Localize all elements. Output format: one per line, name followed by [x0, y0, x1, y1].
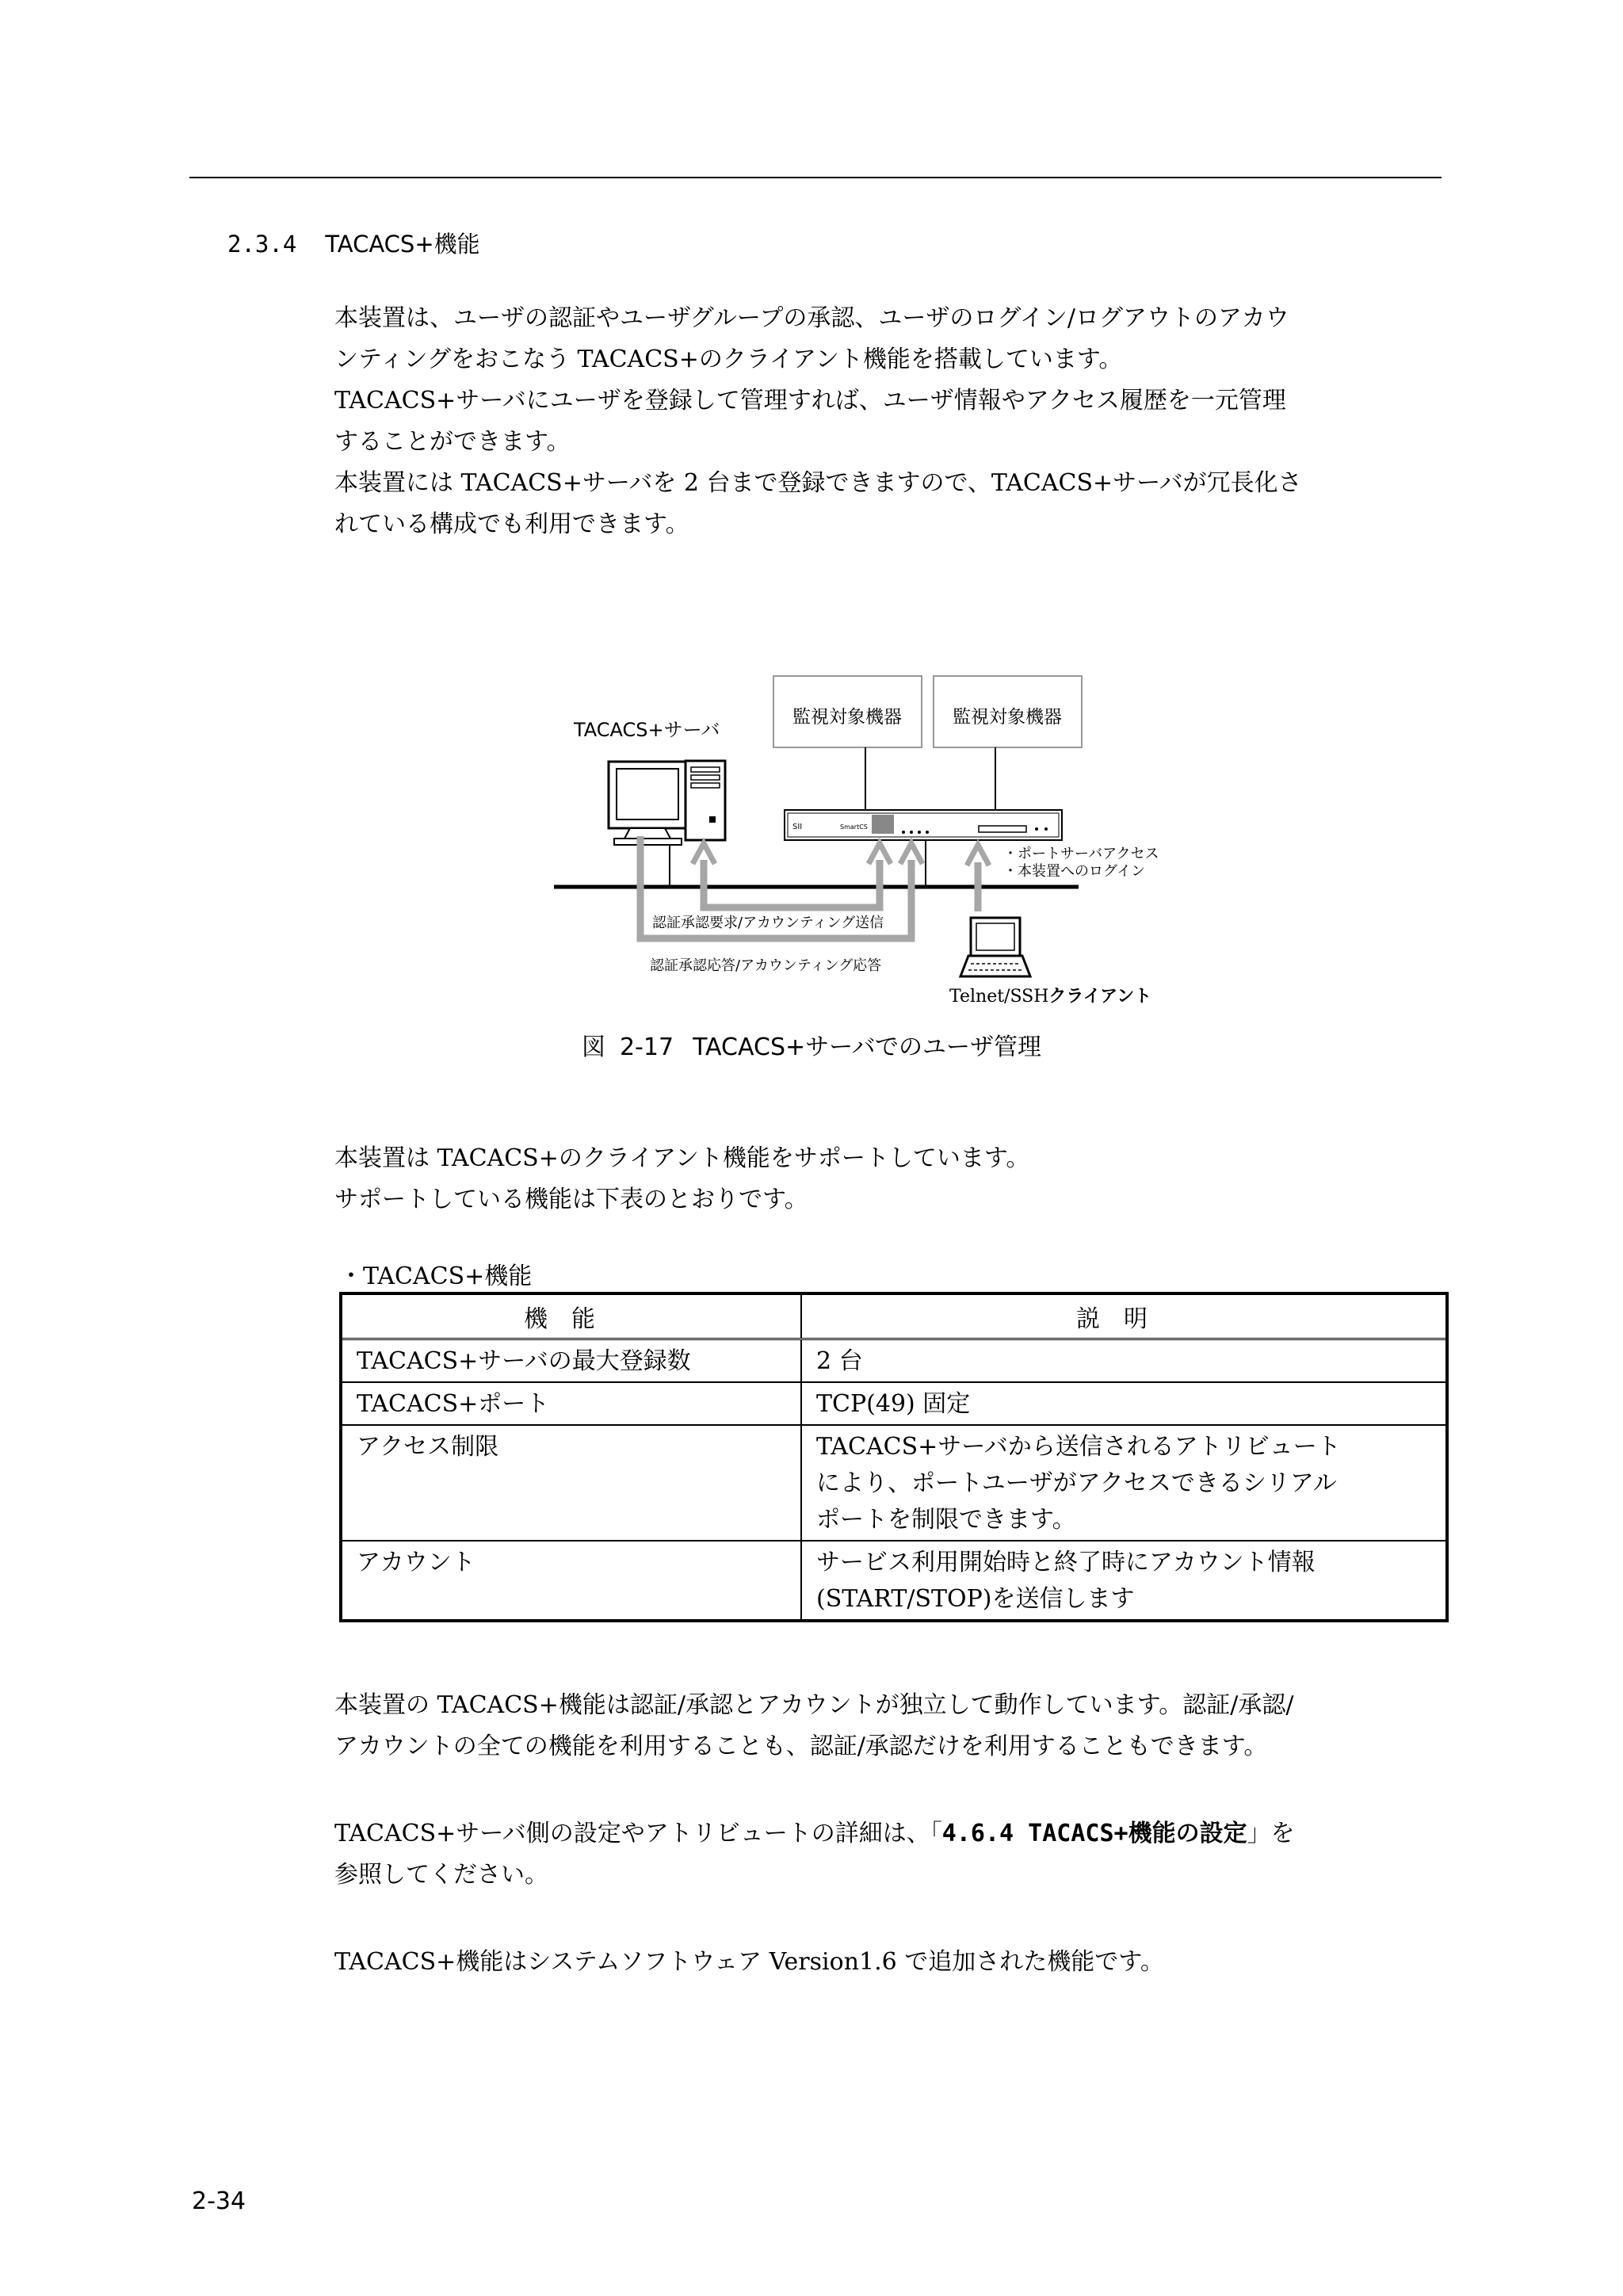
- feature-cell: TACACS+サーバの最大登録数: [341, 1339, 801, 1383]
- caption-number: 2-17: [619, 1033, 674, 1061]
- feature-cell: アクセス制限: [341, 1425, 801, 1541]
- description-cell: TCP(49) 固定: [801, 1382, 1447, 1425]
- note-line: アカウントの全ての機能を利用することも、認証/承認だけを利用することもできます。: [334, 1733, 1268, 1760]
- monitored-device-label-1: 監視対象機器: [792, 707, 902, 728]
- request-label: 認証承認要求/アカウンティング送信: [652, 915, 884, 931]
- figure-caption: [0, 1027, 1623, 1062]
- support-paragraph: [334, 1138, 1444, 1221]
- description-line: TACACS+サーバから送信されるアトリビュート: [816, 1433, 1341, 1461]
- description-cell: [801, 1425, 1447, 1541]
- note-line: 参照してください。: [334, 1861, 548, 1889]
- support-line: サポートしている機能は下表のとおりです。: [334, 1186, 808, 1213]
- page-number: 2-34: [192, 2187, 246, 2215]
- table-row: [341, 1339, 1447, 1383]
- section-number: 2.3.4: [227, 231, 297, 258]
- description-line: (START/STOP)を送信します: [816, 1585, 1135, 1613]
- device-brand: SII: [792, 823, 803, 831]
- table-header-description: 説明: [801, 1293, 1447, 1339]
- network-diagram: [0, 0, 1623, 1022]
- device-model: SmartCS: [840, 823, 868, 831]
- table-row: [341, 1425, 1447, 1541]
- support-line: 本装置は TACACS+のクライアント機能をサポートしています。: [334, 1144, 1030, 1172]
- table-row: [341, 1382, 1447, 1425]
- intro-line: TACACS+サーバにユーザを登録して管理すれば、ユーザ情報やアクセス履歴を一元管理: [334, 387, 1286, 415]
- description-cell: 2 台: [801, 1339, 1447, 1383]
- feature-cell: TACACS+ポート: [341, 1382, 801, 1425]
- description-line: ポートを制限できます。: [816, 1506, 1076, 1534]
- table-header-row: [341, 1293, 1447, 1339]
- intro-line: ンティングをおこなう TACACS+のクライアント機能を搭載しています。: [334, 346, 1123, 373]
- feature-cell: アカウント: [341, 1541, 801, 1621]
- access-note-2: ・本装置へのログイン: [1003, 863, 1146, 880]
- note-line: TACACS+サーバ側の設定やアトリビュートの詳細は、「4.6.4 TACACS+機能の設定」を: [334, 1820, 1295, 1847]
- note-paragraph-2: [334, 1813, 1444, 1896]
- server-computer-icon: [609, 761, 725, 845]
- client-laptop-icon: [960, 918, 1030, 976]
- caption-prefix: 図: [581, 1033, 605, 1061]
- response-label: 認証承認応答/アカウンティング応答: [650, 957, 882, 974]
- note-paragraph-1: [334, 1685, 1444, 1767]
- description-line: により、ポートユーザがアクセスできるシリアル: [816, 1469, 1337, 1497]
- note-paragraph-3: [334, 1942, 1444, 1983]
- table-header-feature: 機能: [341, 1293, 801, 1339]
- monitored-device-label-2: 監視対象機器: [953, 707, 1062, 728]
- table-row: [341, 1541, 1447, 1621]
- server-label: TACACS+サーバ: [574, 719, 720, 741]
- description-cell: [801, 1541, 1447, 1621]
- client-label: Telnet/SSHクライアント: [949, 987, 1152, 1007]
- description-line: サービス利用開始時と終了時にアカウント情報: [816, 1549, 1316, 1576]
- caption-text: TACACS+サーバでのユーザ管理: [693, 1033, 1042, 1061]
- intro-line: れている構成でも利用できます。: [334, 510, 689, 538]
- table-label: ・TACACS+機能: [339, 1263, 533, 1290]
- request-arrow: [704, 860, 880, 907]
- access-note-1: ・ポートサーバアクセス: [1003, 846, 1159, 862]
- smartcs-device-icon: [785, 810, 1062, 840]
- intro-line: 本装置は、ユーザの認証やユーザグループの承認、ユーザのログイン/ログアウトのアカウ: [334, 304, 1289, 332]
- note-line: 本装置の TACACS+機能は認証/承認とアカウントが独立して動作しています。認証/承認/: [334, 1691, 1294, 1719]
- intro-line: 本装置には TACACS+サーバを 2 台まで登録できますので、TACACS+サーバが冗長化さ: [334, 469, 1302, 497]
- feature-table: [339, 1292, 1449, 1622]
- cross-reference-link[interactable]: 4.6.4 TACACS+機能の設定: [941, 1820, 1247, 1847]
- intro-line: することができます。: [334, 428, 571, 456]
- note-line: TACACS+機能はシステムソフトウェア Version1.6 で追加された機能です。: [334, 1948, 1164, 1976]
- section-title: TACACS+機能: [325, 231, 480, 258]
